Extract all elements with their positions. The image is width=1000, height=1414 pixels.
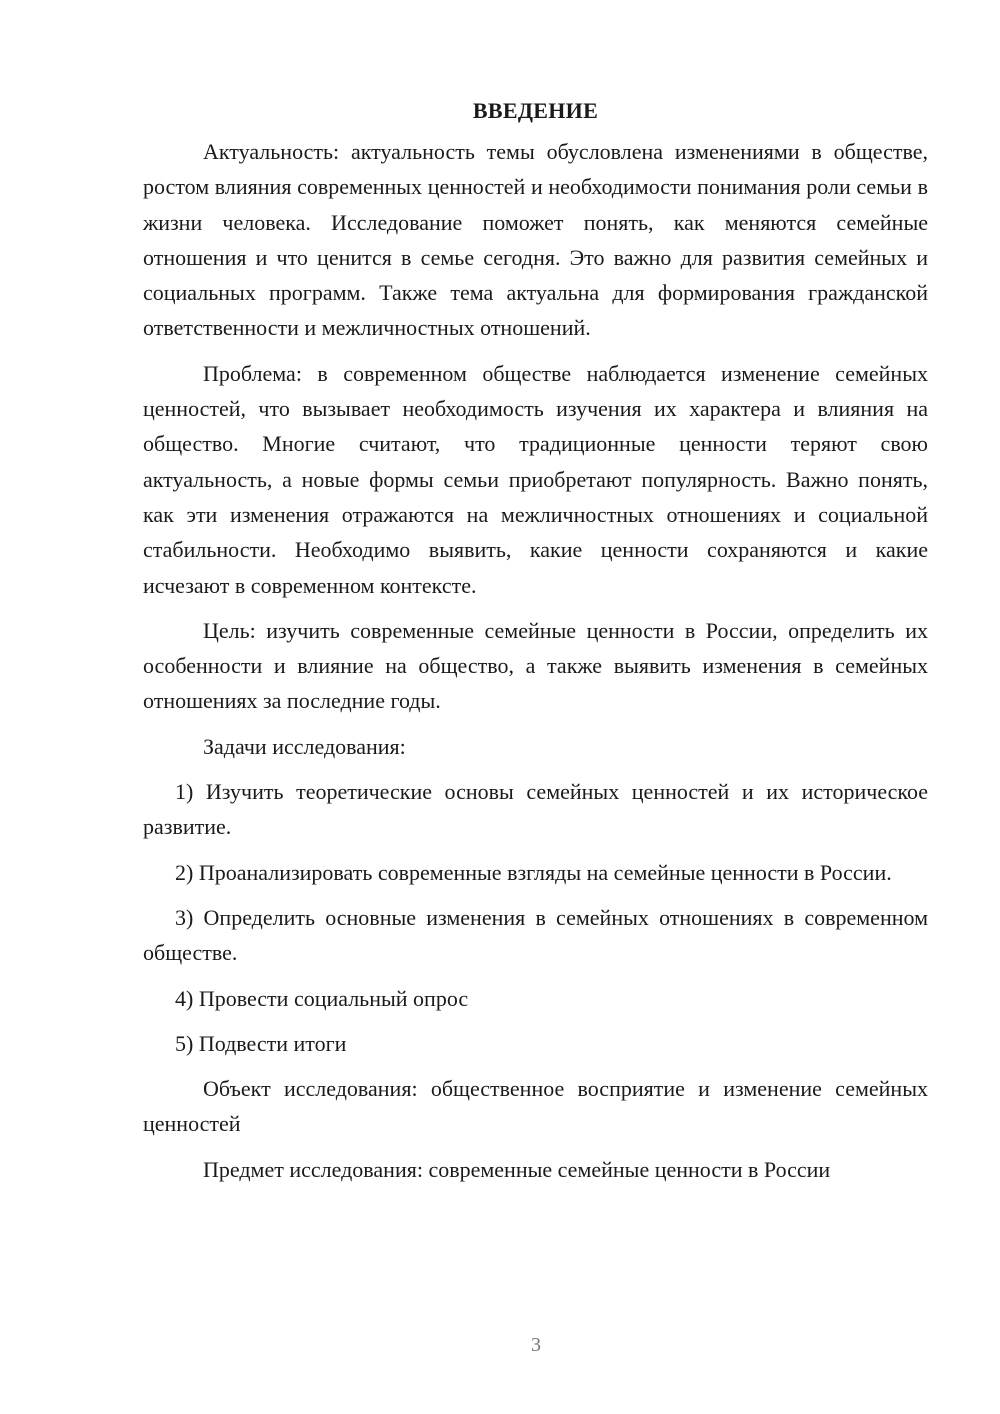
subject-paragraph: Предмет исследования: современные семейные ценности в России <box>203 1156 831 1182</box>
object-paragraph: Объект исследования: общественное восприятие и изменение семейных ценностей <box>143 1076 928 1137</box>
document-page <box>143 96 928 1197</box>
relevance-paragraph: Актуальность: актуальность темы обусловлена изменениями в обществе, ростом влияния современных ценностей и необходимости понимания роли семьи в жизни человека. Исследование поможет понять, как меняются семейные отношения и что ценится в семье сегодня. Это важно для развития семейных и социальных программ. Также тема актуальна для формирования гражданской ответственности и межличностных отношений. <box>143 139 928 341</box>
goal-paragraph: Цель: изучить современные семейные ценности в России, определить их особенности и влияние на общество, а также выявить изменения в семейных отношениях за последние годы. <box>143 617 928 714</box>
tasks-title: Задачи исследования: <box>203 733 406 759</box>
problem-paragraph: Проблема: в современном обществе наблюдается изменение семейных ценностей, что вызывает необходимость изучения их характера и влияния на общество. Многие считают, что традиционные ценности теряют свою актуальность, а новые формы семьи приобретают популярность. Важно понять, как эти изменения отражаются на межличностных отношениях и социальной стабильности. Необходимо выявить, какие ценности сохраняются и какие исчезают в современном контексте. <box>143 360 928 598</box>
task-item-2: 2) Проанализировать современные взгляды на семейные ценности в России. <box>175 859 892 885</box>
task-item-5: 5) Подвести итоги <box>175 1030 347 1056</box>
page-number: 3 <box>531 1334 541 1356</box>
task-item-4: 4) Провести социальный опрос <box>175 985 469 1011</box>
task-item-3: 3) Определить основные изменения в семейных отношениях в современном обществе. <box>143 904 928 966</box>
page-title: ВВЕДЕНИЕ <box>472 98 599 123</box>
task-item-1: 1) Изучить теоретические основы семейных ценностей и их историческое развитие. <box>143 779 928 840</box>
